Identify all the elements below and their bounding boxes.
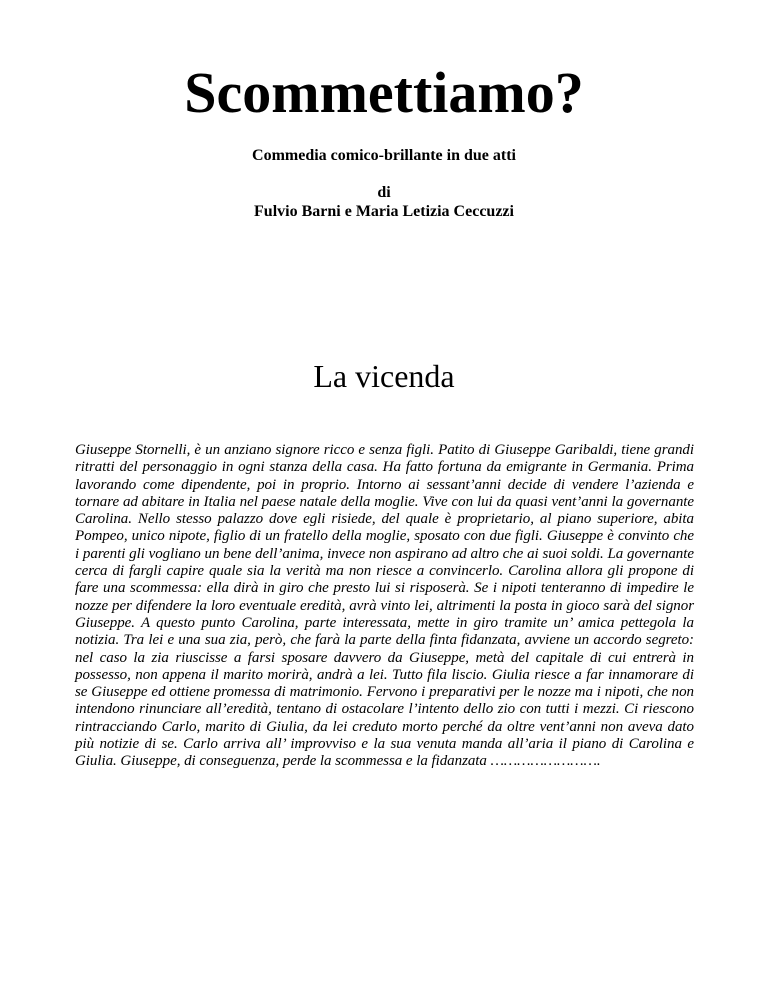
authors: Fulvio Barni e Maria Letizia Ceccuzzi	[254, 203, 514, 220]
document-title: Scommettiamo?	[184, 60, 584, 125]
section-heading: La vicenda	[313, 358, 455, 394]
document-subtitle: Commedia comico-brillante in due atti	[252, 147, 516, 164]
byline-di: di	[377, 184, 391, 201]
synopsis-paragraph: Giuseppe Stornelli, è un anziano signore ricco e senza figli. Patito di Giuseppe Garibaldi, tiene grandi ritratti del personaggio in ogni stanza della casa. Ha fatto fortuna da emigrante in Germania. Prima lavorando come dipendente, poi in proprio. Intorno ai sessant’anni decide di vendere l’azienda e tornare ad abitare in Italia nel paese natale della moglie. Vive con lui da quasi vent’anni la governante Carolina. Nello stesso palazzo dove egli risiede, del quale è proprietario, al piano superiore, abita Pompeo, unico nipote, figlio di un fratello della moglie, sposato con due figli. Giuseppe è convinto che i parenti gli vogliano un bene dell’anima, invece non aspirano ad altro che ai suoi soldi. La governante cerca di fargli capire quale sia la verità ma non riesce a convincerlo. Carolina allora gli propone di fare una scommessa: ella dirà in giro che presto lui si risposerà. Se i nipoti tenteranno di impedire le nozze per difendere la loro eventuale eredità, avrà vinto lei, altrimenti la posta in gioco sarà del signor Giuseppe. A questo punto Carolina, parte interessata, mette in giro tramite un’ amica pettegola la notizia. Tra lei e una sua zia, però, che farà la parte della finta fidanzata, avviene un accordo segreto: nel caso la zia riuscisse a farsi sposare davvero da Giuseppe, metà del capitale di cui entrerà in possesso, non appena il marito morirà, andrà a lei. Tutto fila liscio. Giulia riesce a far innamorare di se Giuseppe ed ottiene promessa di matrimonio. Fervono i preparativi per le nozze ma i nipoti, che non intendono rinunciare all’eredità, tentano di ostacolare l’intento dello zio con tutti i mezzi. Ci riescono rintracciando Carlo, marito di Giulia, da lei creduto morto perché da oltre vent’anni non aveva dato più notizie di se. Carlo arriva all’ improvviso e la sua venuta manda all’aria il piano di Carolina e Giulia. Giuseppe, di conseguenza, perde la scommessa e la fidanzata …………………….	[75, 442, 694, 770]
